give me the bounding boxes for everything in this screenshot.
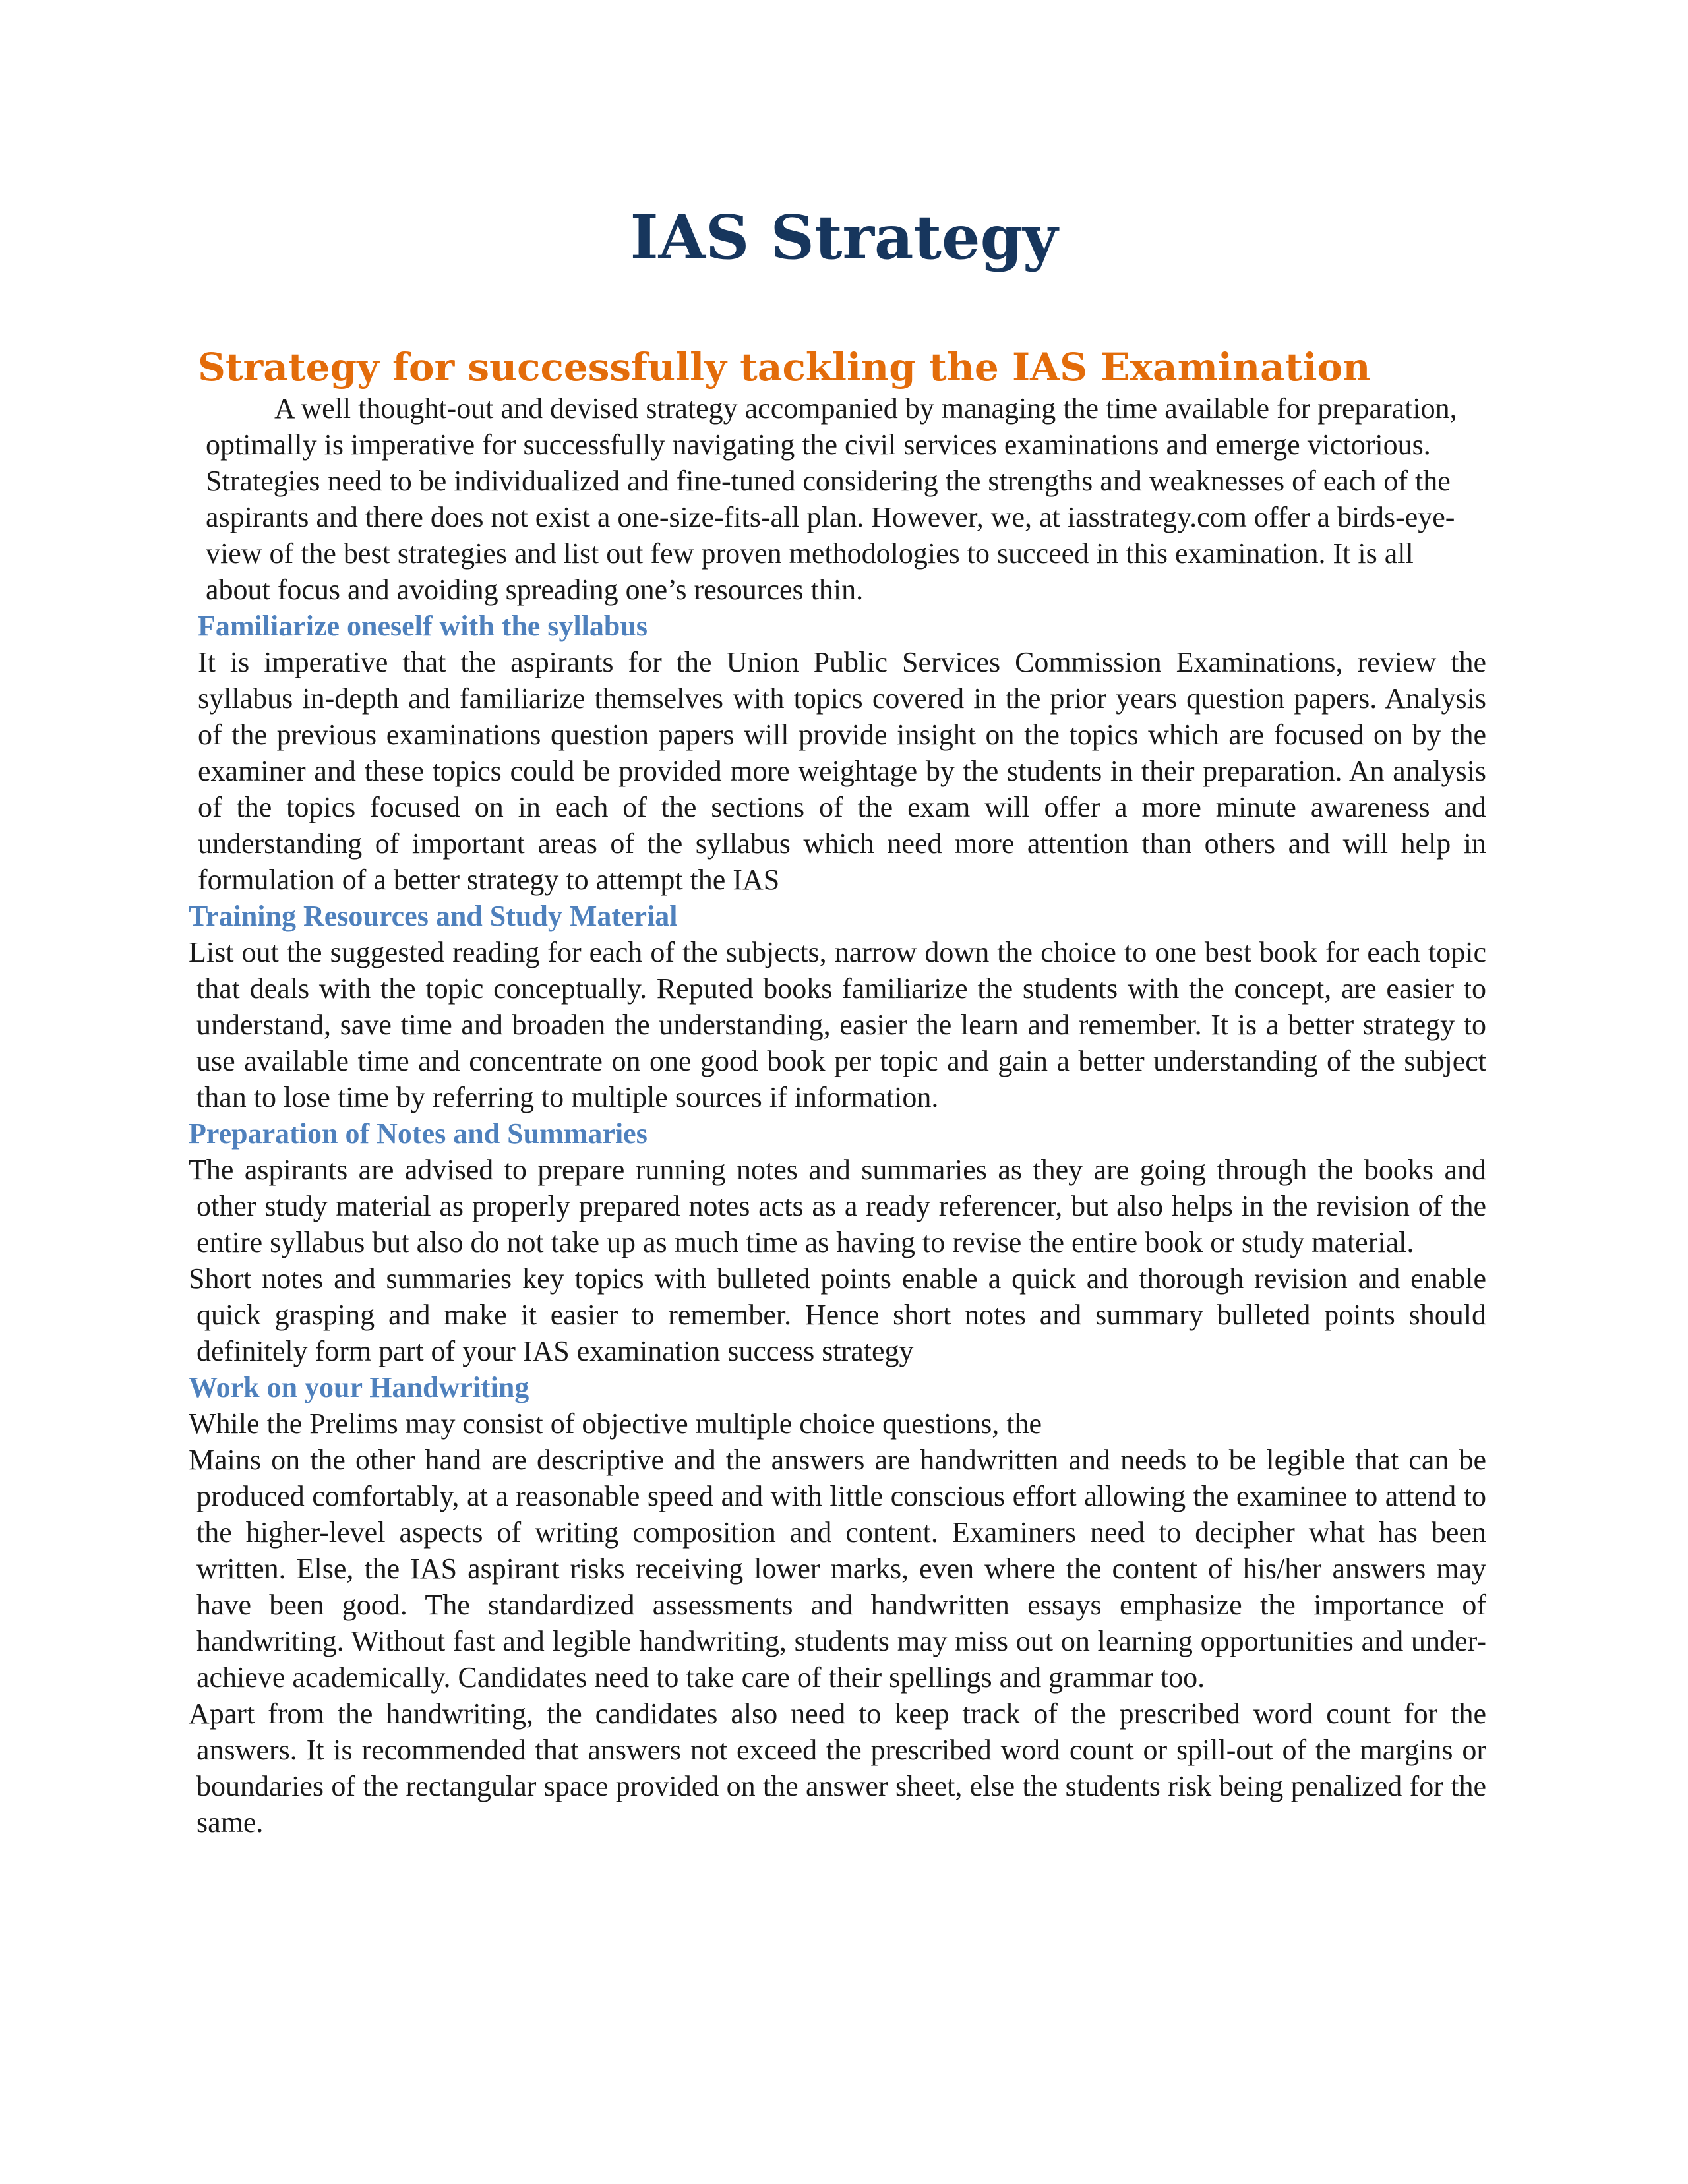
resources-paragraph: List out the suggested reading for each of the subjects, narrow down the choice to one best book for each topic that deals with the topic conceptually. Reputed books familiarize the students with the concept, are easier to understand, save time and broaden the understanding, easier the learn and remember. It is a better strategy to use available time and concentrate on one good book per topic and gain a better understanding of the subject than to lose time by referring to multiple sources if information. — [189, 936, 1486, 1113]
document-subtitle: Strategy for successfully tackling the IAS Examination — [198, 345, 1371, 390]
section-heading-notes: Preparation of Notes and Summaries — [189, 1117, 648, 1150]
document-body — [189, 390, 1486, 1841]
section-heading-syllabus: Familiarize oneself with the syllabus — [198, 610, 648, 642]
handwriting-paragraph-2: Mains on the other hand are descriptive and the answers are handwritten and needs to be legible that can be produced comfortably, at a reasonable speed and with little conscious effort allowing the examinee to attend to the higher-level aspects of writing composition and content. Examiners need to decipher what has been written. Else, the IAS aspirant risks receiving lower marks, even where the content of his/her answers may have been good. The standardized assessments and handwritten essays emphasize the importance of handwriting. Without fast and legible handwriting, students may miss out on learning opportunities and under-achieve academically. Candidates need to take care of their spellings and grammar too. — [189, 1444, 1486, 1694]
document-title: IAS Strategy — [630, 202, 1058, 273]
notes-paragraph-2: Short notes and summaries key topics with bulleted points enable a quick and thorough revision and enable quick grasping and make it easier to remember. Hence short notes and summary bulleted points should definitely form part of your IAS examination success strategy — [189, 1262, 1486, 1367]
syllabus-paragraph: It is imperative that the aspirants for the Union Public Services Commission Examinations, review the syllabus in-depth and familiarize themselves with topics covered in the prior years question papers. Analysis of the previous examinations question papers will provide insight on the topics which are focused on by the examiner and these topics could be provided more weightage by the students in their preparation. An analysis of the topics focused on in each of the sections of the exam will offer a more minute awareness and understanding of important areas of the syllabus which need more attention than others and will help in formulation of a better strategy to attempt the IAS — [198, 646, 1486, 896]
notes-paragraph-1: The aspirants are advised to prepare running notes and summaries as they are going through the books and other study material as properly prepared notes acts as a ready referencer, but also helps in the revision of the entire syllabus but also do not take up as much time as having to revise the entire book or study material. — [189, 1154, 1486, 1258]
handwriting-paragraph-3: Apart from the handwriting, the candidates also need to keep track of the prescribed word count for the answers. It is recommended that answers not exceed the prescribed word count or spill-out of the margins or boundaries of the rectangular space provided on the answer sheet, else the students risk being penalized for the same. — [189, 1697, 1486, 1839]
handwriting-paragraph-1: While the Prelims may consist of objective multiple choice questions, the — [189, 1407, 1042, 1440]
intro-paragraph: A well thought-out and devised strategy accompanied by managing the time available for preparation, optimally is imperative for successfully navigating the civil services examinations and emerge victorious. Strategies need to be individualized and fine-tuned considering the strengths and weaknesses of each of the aspirants and there does not exist a one-size-fits-all plan. However, we, at iasstrategy.com offer a birds-eye-view of the best strategies and list out few proven methodologies to succeed in this examination. It is all about focus and avoiding spreading one’s resources thin. — [206, 392, 1457, 606]
section-heading-resources: Training Resources and Study Material — [189, 900, 678, 932]
section-heading-handwriting: Work on your Handwriting — [189, 1371, 529, 1403]
